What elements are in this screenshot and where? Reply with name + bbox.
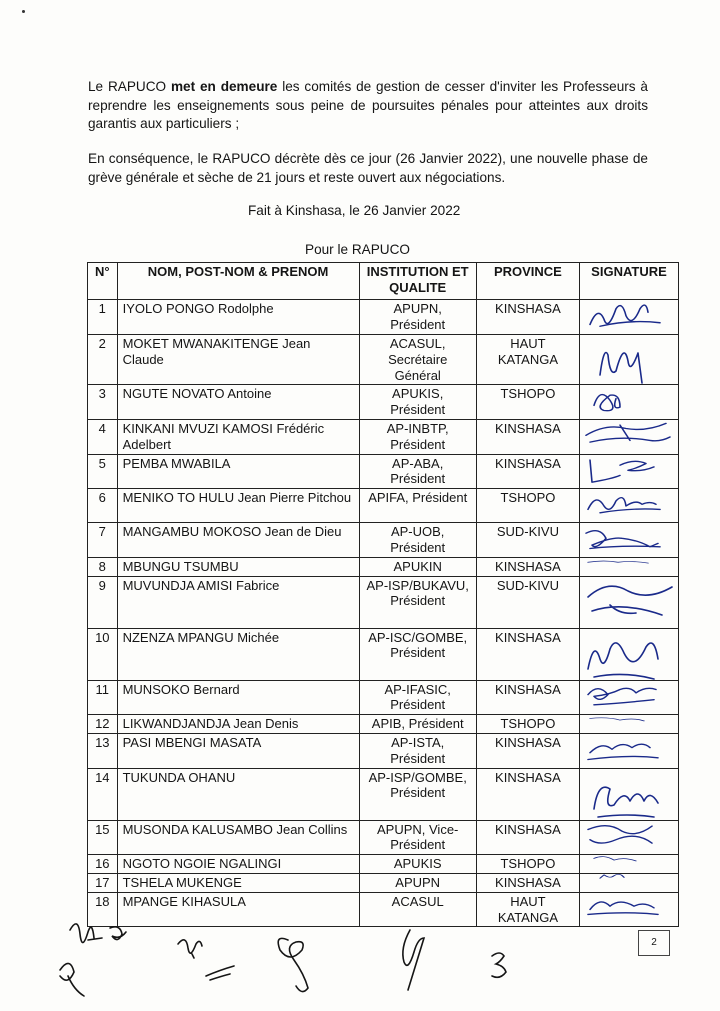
row-number: 16 [88, 855, 118, 874]
row-number: 4 [88, 419, 118, 454]
row-province: SUD-KIVU [476, 576, 579, 628]
row-institution: ACASUL, Secrétaire Général [359, 335, 476, 385]
row-institution: APUPN, Président [359, 300, 476, 335]
row-number: 5 [88, 454, 118, 489]
handwritten-signature [580, 335, 676, 385]
row-name: MPANGE KIHASULA [117, 892, 359, 927]
handwritten-signature [580, 715, 676, 732]
table-row [88, 820, 679, 855]
row-name: PASI MBENGI MASATA [117, 733, 359, 768]
table-row [88, 489, 679, 523]
table-row [88, 768, 679, 820]
table-row [88, 454, 679, 489]
table-row [88, 873, 679, 892]
row-name: KINKANI MVUZI KAMOSI Frédéric Adelbert [117, 419, 359, 454]
row-number: 3 [88, 385, 118, 420]
handwritten-signature [580, 558, 676, 575]
row-signature [579, 557, 678, 576]
row-province: SUD-KIVU [476, 523, 579, 558]
place-date-line: Fait à Kinshasa, le 26 Janvier 2022 [248, 203, 461, 218]
row-institution: APUKIN [359, 557, 476, 576]
table-row [88, 523, 679, 558]
handwritten-signature [580, 300, 676, 335]
row-number: 7 [88, 523, 118, 558]
row-province: KINSHASA [476, 680, 579, 715]
col-header-signature: SIGNATURE [579, 263, 678, 300]
handwritten-signature [580, 420, 676, 454]
handwritten-signature [580, 455, 676, 489]
row-number: 14 [88, 768, 118, 820]
row-signature [579, 715, 678, 734]
row-province: TSHOPO [476, 385, 579, 420]
row-institution: AP-IFASIC, Président [359, 680, 476, 715]
col-header-name: NOM, POST-NOM & PRENOM [117, 263, 359, 300]
row-province: HAUT KATANGA [476, 892, 579, 927]
table-header-row [88, 263, 679, 300]
col-header-province: PROVINCE [476, 263, 579, 300]
table-row [88, 733, 679, 768]
table-row [88, 385, 679, 420]
table-row [88, 628, 679, 680]
handwritten-signature [580, 681, 676, 715]
row-institution: AP-ISTA, Président [359, 733, 476, 768]
row-institution: APIB, Président [359, 715, 476, 734]
table-row [88, 300, 679, 335]
row-institution: AP-UOB, Président [359, 523, 476, 558]
row-name: MUVUNDJA AMISI Fabrice [117, 576, 359, 628]
row-signature [579, 300, 678, 335]
row-signature [579, 733, 678, 768]
row-number: 8 [88, 557, 118, 576]
row-province: KINSHASA [476, 628, 579, 680]
row-signature [579, 523, 678, 558]
table-row [88, 855, 679, 874]
row-province: TSHOPO [476, 489, 579, 523]
row-signature [579, 680, 678, 715]
row-number: 6 [88, 489, 118, 523]
table-row [88, 576, 679, 628]
row-name: NGUTE NOVATO Antoine [117, 385, 359, 420]
row-institution: AP-ABA, Président [359, 454, 476, 489]
row-province: KINSHASA [476, 733, 579, 768]
table-row [88, 715, 679, 734]
table-row [88, 419, 679, 454]
row-institution: APUPN [359, 873, 476, 892]
row-number: 1 [88, 300, 118, 335]
row-number: 18 [88, 892, 118, 927]
row-number: 2 [88, 335, 118, 385]
row-province: KINSHASA [476, 873, 579, 892]
row-signature [579, 576, 678, 628]
row-number: 17 [88, 873, 118, 892]
row-signature [579, 419, 678, 454]
row-signature [579, 855, 678, 874]
paragraph-mise-en-demeure [88, 78, 648, 134]
row-number: 11 [88, 680, 118, 715]
handwritten-signature [580, 874, 676, 891]
row-signature [579, 873, 678, 892]
row-name: TUKUNDA OHANU [117, 768, 359, 820]
row-province: KINSHASA [476, 419, 579, 454]
row-name: NGOTO NGOIE NGALINGI [117, 855, 359, 874]
row-name: MENIKO TO HULU Jean Pierre Pitchou [117, 489, 359, 523]
row-signature [579, 385, 678, 420]
handwritten-signature [580, 821, 676, 855]
row-province: KINSHASA [476, 820, 579, 855]
row-signature [579, 820, 678, 855]
row-number: 15 [88, 820, 118, 855]
row-institution: APIFA, Président [359, 489, 476, 523]
row-institution: AP-INBTP, Président [359, 419, 476, 454]
row-institution: ACASUL [359, 892, 476, 927]
row-province: HAUT KATANGA [476, 335, 579, 385]
row-signature [579, 489, 678, 523]
handwritten-signatures-bottom [40, 910, 700, 1005]
row-number: 13 [88, 733, 118, 768]
row-name: MOKET MWANAKITENGE Jean Claude [117, 335, 359, 385]
handwritten-signature [580, 855, 676, 872]
row-name: PEMBA MWABILA [117, 454, 359, 489]
row-name: IYOLO PONGO Rodolphe [117, 300, 359, 335]
handwritten-signature [580, 629, 676, 681]
para1-text-a: Le RAPUCO [88, 79, 171, 94]
row-name: LIKWANDJANDJA Jean Denis [117, 715, 359, 734]
row-institution: AP-ISP/BUKAVU, Président [359, 576, 476, 628]
col-header-institution: INSTITUTION ET QUALITE [359, 263, 476, 300]
row-institution: APUKIS, Président [359, 385, 476, 420]
table-row [88, 557, 679, 576]
row-province: TSHOPO [476, 855, 579, 874]
handwritten-signature [580, 523, 676, 557]
row-province: KINSHASA [476, 300, 579, 335]
page-marker: 2 [638, 930, 670, 956]
row-signature [579, 768, 678, 820]
handwritten-signature [580, 385, 676, 419]
row-number: 10 [88, 628, 118, 680]
row-institution: AP-ISC/GOMBE, Président [359, 628, 476, 680]
row-signature [579, 628, 678, 680]
row-institution: APUPN, Vice-Président [359, 820, 476, 855]
handwritten-signature [580, 489, 676, 523]
row-name: MUNSOKO Bernard [117, 680, 359, 715]
row-province: KINSHASA [476, 454, 579, 489]
handwritten-signature [580, 577, 676, 629]
speck [22, 10, 25, 13]
signatories-table [87, 262, 679, 927]
row-name: TSHELA MUKENGE [117, 873, 359, 892]
row-province: KINSHASA [476, 557, 579, 576]
row-name: MUSONDA KALUSAMBO Jean Collins [117, 820, 359, 855]
row-institution: APUKIS [359, 855, 476, 874]
row-institution: AP-ISP/GOMBE, Président [359, 768, 476, 820]
para1-bold: met en demeure [170, 79, 278, 94]
row-name: MBUNGU TSUMBU [117, 557, 359, 576]
col-header-number: N° [88, 263, 118, 300]
signatory-heading: Pour le RAPUCO [305, 242, 411, 257]
handwritten-signature [580, 769, 676, 821]
handwritten-signature [580, 734, 676, 768]
row-number: 12 [88, 715, 118, 734]
row-number: 9 [88, 576, 118, 628]
row-signature [579, 335, 678, 385]
table-row [88, 335, 679, 385]
paragraph-consequence: En conséquence, le RAPUCO décrète dès ce jour (26 Janvier 2022), une nouvelle phase de grève générale et sèche de 21 jours et reste ouvert aux négociations. [88, 151, 648, 185]
row-province: TSHOPO [476, 715, 579, 734]
row-province: KINSHASA [476, 768, 579, 820]
para1-text-b: les comités de gestion de cesser d'inviter les Professeurs à reprendre les enseignements sous peine de poursuites pénales pour atteintes aux droits garantis aux particuliers ; [88, 79, 648, 131]
table-row [88, 680, 679, 715]
row-signature [579, 454, 678, 489]
row-name: MANGAMBU MOKOSO Jean de Dieu [117, 523, 359, 558]
row-name: NZENZA MPANGU Michée [117, 628, 359, 680]
